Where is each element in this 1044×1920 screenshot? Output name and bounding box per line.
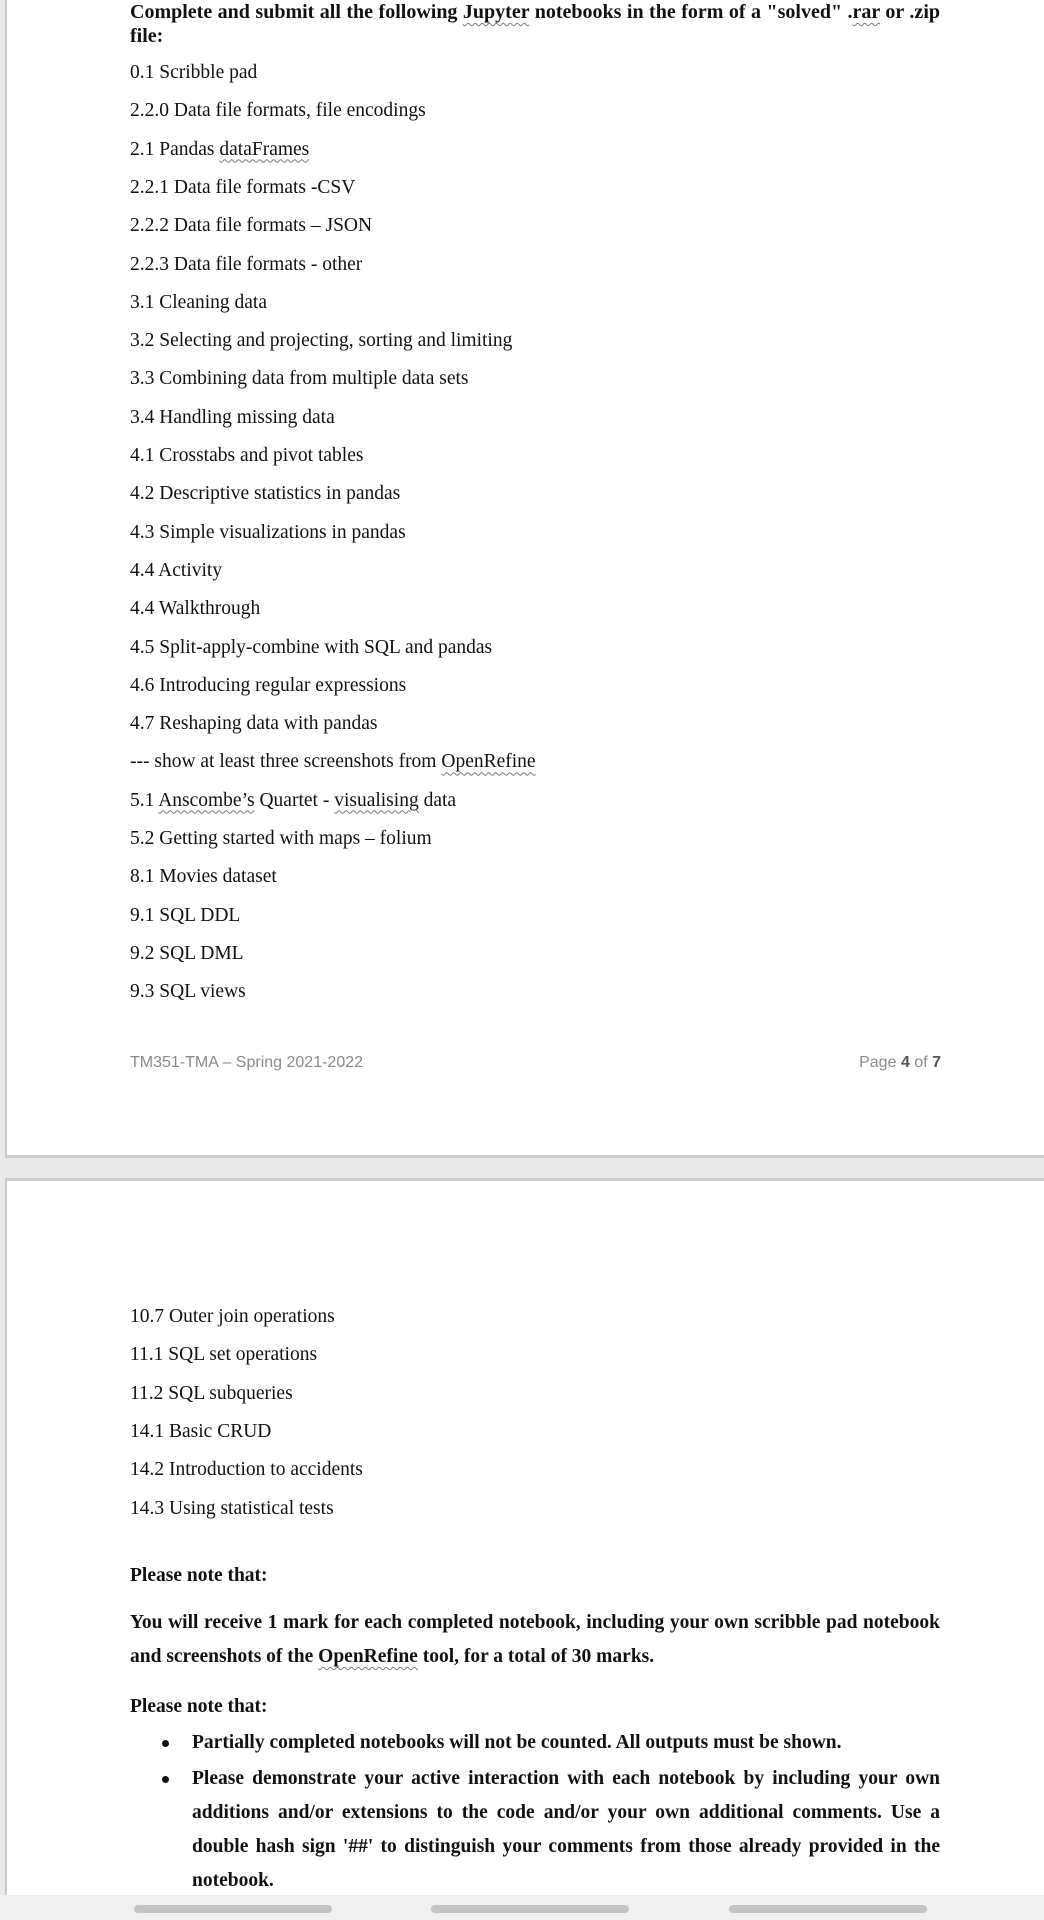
list-item: 11.1 SQL set operations [130, 1344, 318, 1366]
list-item: 2.2.2 Data file formats – JSON [130, 215, 373, 237]
list-item: 14.1 Basic CRUD [130, 1420, 272, 1442]
list-item: 9.2 SQL DML [130, 942, 244, 964]
list-item: Please demonstrate your active interaction with each notebook by including your own additions and/or extensions to the code and/or your own additional comments. Use a double hash sign '##' to distinguish your comments from those already provided in the notebook. [130, 1762, 940, 1898]
list-item: 4.1 Crosstabs and pivot tables [130, 445, 364, 466]
footer-course-label: TM351-TMA – Spring 2021-2022 [130, 1054, 364, 1071]
list-item: 14.3 Using statistical tests [130, 1497, 334, 1519]
list-item: 10.7 Outer join operations [130, 1306, 335, 1327]
footer-page-number: Page 4 of 7 [859, 1054, 941, 1071]
list-item: 9.3 SQL views [130, 981, 246, 1003]
marks-paragraph: You will receive 1 mark for each completed notebook, including your own scribble pad notebook and screenshots of the OpenRefine tool, for a total of 30 marks. [130, 1612, 940, 1667]
bullet-icon [162, 1776, 169, 1783]
list-item: 3.1 Cleaning data [130, 291, 268, 313]
scroll-thumb[interactable] [431, 1905, 629, 1913]
scroll-thumb[interactable] [134, 1905, 332, 1913]
note-heading: Please note that: [130, 1696, 268, 1717]
list-item: Partially completed notebooks will not be counted. All outputs must be shown. [130, 1726, 940, 1760]
list-item: 3.3 Combining data from multiple data sets [130, 368, 469, 390]
list-item: --- show at least three screenshots from OpenRefine [130, 751, 536, 773]
scroll-thumb[interactable] [729, 1905, 927, 1913]
bullet-icon [162, 1740, 169, 1747]
list-item: 3.2 Selecting and projecting, sorting and limiting [130, 330, 513, 352]
document-page-5 [5, 1178, 1044, 1901]
list-item: 2.1 Pandas dataFrames [130, 138, 310, 160]
list-item: 0.1 Scribble pad [130, 62, 258, 83]
list-item: 4.2 Descriptive statistics in pandas [130, 483, 401, 505]
list-item: 5.1 Anscombe’s Quartet - visualising data [130, 789, 457, 811]
document-page-4 [5, 0, 1044, 1158]
horizontal-scrollbar[interactable] [0, 1895, 1044, 1920]
list-item: 2.2.3 Data file formats - other [130, 253, 363, 275]
list-item: 4.4 Walkthrough [130, 598, 261, 620]
list-item: 4.7 Reshaping data with pandas [130, 713, 378, 735]
note-heading: Please note that: [130, 1565, 268, 1586]
list-item: 2.2.0 Data file formats, file encodings [130, 100, 426, 122]
list-item: 2.2.1 Data file formats -CSV [130, 176, 356, 198]
requirements-list [130, 1726, 940, 1900]
list-item: 4.3 Simple visualizations in pandas [130, 521, 406, 543]
list-item: 9.1 SQL DDL [130, 904, 241, 926]
list-item: 8.1 Movies dataset [130, 866, 277, 888]
list-item: 5.2 Getting started with maps – folium [130, 828, 432, 849]
list-item: 14.2 Introduction to accidents [130, 1459, 363, 1481]
list-item: 4.5 Split-apply-combine with SQL and pandas [130, 636, 493, 658]
intro-paragraph: Complete and submit all the following Jupyter notebooks in the form of a "solved" .rar or .zip file: [130, 1, 940, 47]
list-item: 4.4 Activity [130, 559, 223, 581]
list-item: 3.4 Handling missing data [130, 406, 335, 428]
list-item: 11.2 SQL subqueries [130, 1382, 293, 1404]
list-item: 4.6 Introducing regular expressions [130, 674, 407, 696]
